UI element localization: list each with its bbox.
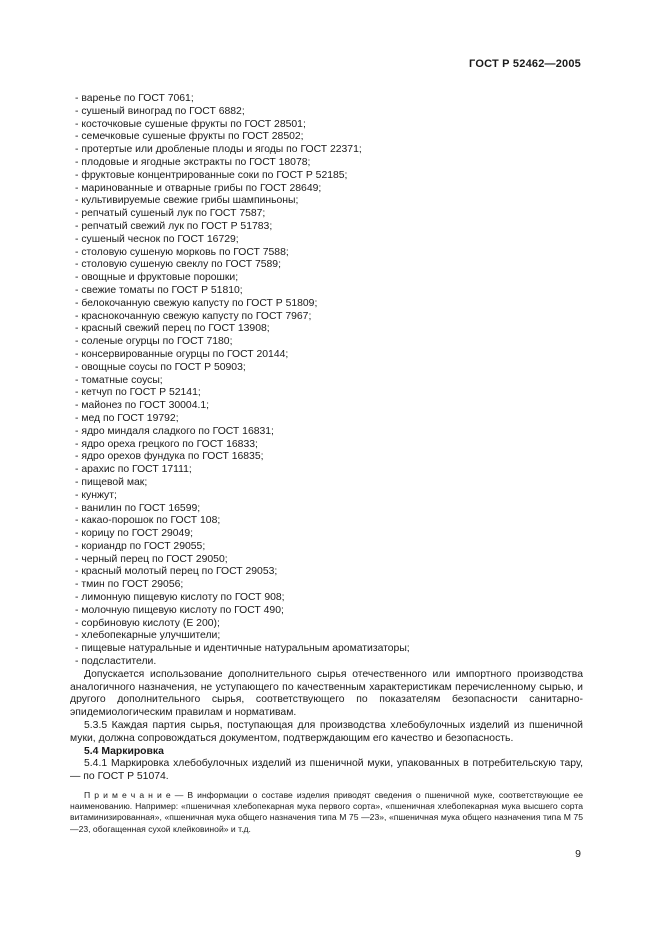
list-item: - сушеный чеснок по ГОСТ 16729; — [75, 233, 239, 245]
list-item: - пищевые натуральные и идентичные натуральным ароматизаторы; — [75, 643, 410, 655]
list-item: - овощные соусы по ГОСТ Р 50903; — [75, 361, 246, 373]
list-item: - кориандр по ГОСТ 29055; — [75, 540, 206, 552]
list-item: - культивируемые свежие грибы шампиньоны; — [75, 195, 299, 207]
list-item: - белокочанную свежую капусту по ГОСТ Р 51809; — [75, 297, 318, 309]
list-item: - томатные соусы; — [75, 374, 163, 386]
list-item: - варенье по ГОСТ 7061; — [75, 93, 194, 104]
list-item: - косточковые сушеные фрукты по ГОСТ 28501; — [75, 118, 306, 130]
list-item: - репчатый свежий лук по ГОСТ Р 51783; — [75, 220, 273, 232]
ingredient-list — [70, 93, 583, 669]
list-item: - ядро ореха грецкого по ГОСТ 16833; — [75, 438, 258, 450]
list-item: - протертые или дробленые плоды и ягоды по ГОСТ 22371; — [75, 144, 362, 156]
list-item: - сушеный виноград по ГОСТ 6882; — [75, 105, 245, 117]
section-title-marking: 5.4 Маркировка — [84, 745, 164, 757]
list-item: - кетчуп по ГОСТ Р 52141; — [75, 387, 201, 399]
list-item: - черный перец по ГОСТ 29050; — [75, 553, 228, 565]
list-item: - ядро орехов фундука по ГОСТ 16835; — [75, 451, 264, 463]
list-item: - фруктовые концентрированные соки по ГОСТ Р 52185; — [75, 169, 348, 181]
list-item: - красный молотый перец по ГОСТ 29053; — [75, 566, 278, 578]
list-item: - красный свежий перец по ГОСТ 13908; — [75, 323, 270, 335]
list-item: - арахис по ГОСТ 17111; — [75, 464, 192, 476]
list-item: - пищевой мак; — [75, 476, 148, 488]
list-item: - репчатый сушеный лук по ГОСТ 7587; — [75, 208, 266, 220]
page-content — [70, 93, 583, 835]
list-item: - столовую сушеную морковь по ГОСТ 7588; — [75, 246, 289, 258]
list-item: - соленые огурцы по ГОСТ 7180; — [75, 336, 233, 348]
list-item: - сорбиновую кислоту (Е 200); — [75, 617, 220, 629]
list-item: - лимонную пищевую кислоту по ГОСТ 908; — [75, 592, 285, 604]
list-item: - краснокочанную свежую капусту по ГОСТ 7967; — [75, 310, 312, 322]
list-item: - маринованные и отварные грибы по ГОСТ 28649; — [75, 182, 322, 194]
list-item: - ядро миндаля сладкого по ГОСТ 16831; — [75, 425, 274, 437]
list-item: - овощные и фруктовые порошки; — [75, 272, 239, 284]
list-item: - ванилин по ГОСТ 16599; — [75, 502, 201, 514]
list-item: - столовую сушеную свеклу по ГОСТ 7589; — [75, 259, 281, 271]
list-item: - кунжут; — [75, 489, 117, 501]
list-item: - молочную пищевую кислоту по ГОСТ 490; — [75, 604, 284, 616]
allowance-paragraph: Допускается использование дополнительного сырья отечественного или импортного производства аналогичного назначения, не уступающего по качественным характеристикам перечисленному сырью, и другого дополнительного сырья, соответствующего по показателям безопасности санитарно-эпидемиологическим правилам и нормативам. — [70, 668, 583, 719]
clause-5-4-1: 5.4.1 Маркировка хлебобулочных изделий из пшеничной муки, упакованных в потребительскую тару, — по ГОСТ Р 51074. — [70, 758, 583, 783]
list-item: - хлебопекарные улучшители; — [75, 630, 221, 642]
note-paragraph: П р и м е ч а н и е — В информации о составе изделия приводят сведения о пшеничной муке, соответствующие ее наименованию. Например: «пшеничная хлебопекарная мука первого сорта», «пшеничная хлебопекарная мука высшего сорта витаминизированная», «пшеничная мука общего назначения типа М 75 —23», «пшеничная мука общего назначения типа М 75—23, обогащенная сухой клейковиной» и т.д. — [70, 790, 583, 834]
list-item: - подсластители. — [75, 656, 157, 668]
clause-5-3-5: 5.3.5 Каждая партия сырья, поступающая для производства хлебобулочных изделий из пшеничной муки, должна сопровождаться документом, подтверждающим его качество и безопасность. — [70, 720, 583, 744]
page-number: 9 — [575, 848, 581, 860]
list-item: - плодовые и ягодные экстракты по ГОСТ 18078; — [75, 156, 311, 168]
list-item: - мед по ГОСТ 19792; — [75, 412, 179, 424]
list-item: - свежие томаты по ГОСТ Р 51810; — [75, 284, 243, 296]
list-item: - семечковые сушеные фрукты по ГОСТ 28502; — [75, 131, 304, 143]
list-item: - майонез по ГОСТ 30004.1; — [75, 400, 210, 412]
list-item: - какао-порошок по ГОСТ 108; — [75, 515, 221, 527]
list-item: - тмин по ГОСТ 29056; — [75, 579, 184, 591]
list-item: - корицу по ГОСТ 29049; — [75, 528, 193, 540]
list-item: - консервированные огурцы по ГОСТ 20144; — [75, 348, 289, 360]
document-code-header: ГОСТ Р 52462—2005 — [469, 58, 581, 70]
